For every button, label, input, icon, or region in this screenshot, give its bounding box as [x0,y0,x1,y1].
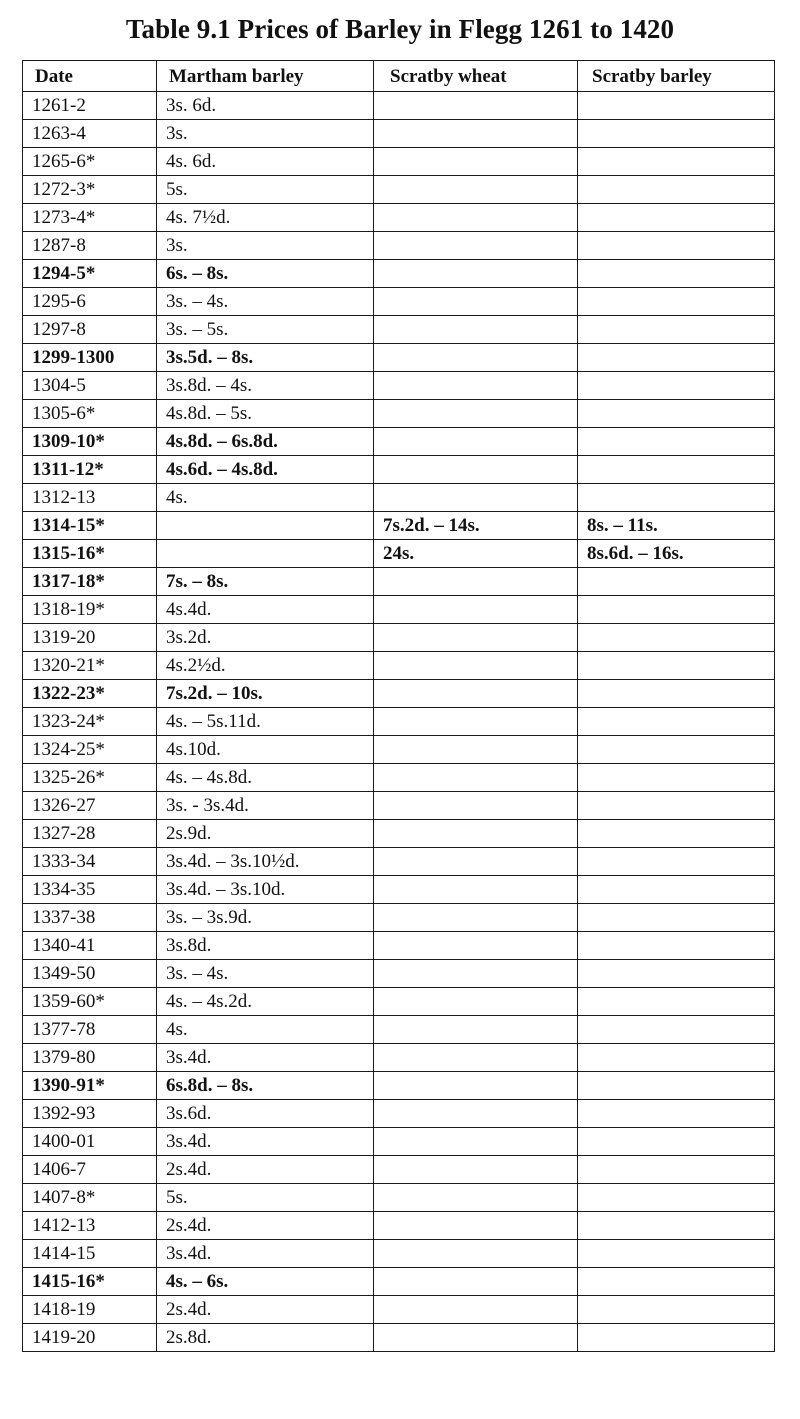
cell-date: 1340-41 [23,932,157,960]
cell-martham-barley: 5s. [157,1184,374,1212]
cell-martham-barley: 4s. – 6s. [157,1268,374,1296]
cell-scratby-barley [578,568,775,596]
cell-martham-barley: 3s.4d. – 3s.10½d. [157,848,374,876]
cell-martham-barley: 4s.6d. – 4s.8d. [157,456,374,484]
cell-scratby-wheat [374,1212,578,1240]
table-row [23,1100,775,1128]
cell-date: 1379-80 [23,1044,157,1072]
cell-date: 1390-91* [23,1072,157,1100]
cell-scratby-barley [578,372,775,400]
cell-scratby-wheat [374,848,578,876]
cell-scratby-barley [578,288,775,316]
cell-scratby-wheat [374,148,578,176]
cell-scratby-barley [578,1296,775,1324]
cell-martham-barley: 2s.4d. [157,1212,374,1240]
cell-date: 1414-15 [23,1240,157,1268]
cell-scratby-barley [578,792,775,820]
cell-scratby-wheat: 7s.2d. – 14s. [374,512,578,540]
cell-date: 1324-25* [23,736,157,764]
cell-scratby-barley [578,1212,775,1240]
cell-scratby-wheat: 24s. [374,540,578,568]
cell-date: 1305-6* [23,400,157,428]
cell-scratby-wheat [374,652,578,680]
cell-scratby-barley [578,204,775,232]
cell-scratby-barley [578,232,775,260]
table-row [23,1072,775,1100]
cell-scratby-barley [578,148,775,176]
cell-scratby-barley [578,400,775,428]
table-row [23,428,775,456]
cell-martham-barley: 3s.5d. – 8s. [157,344,374,372]
cell-martham-barley: 4s.4d. [157,596,374,624]
cell-scratby-wheat [374,568,578,596]
table-row [23,400,775,428]
cell-scratby-wheat [374,1044,578,1072]
cell-martham-barley: 2s.4d. [157,1296,374,1324]
cell-date: 1295-6 [23,288,157,316]
cell-scratby-barley [578,708,775,736]
cell-scratby-wheat [374,456,578,484]
cell-scratby-barley [578,176,775,204]
cell-scratby-barley [578,764,775,792]
cell-scratby-wheat [374,960,578,988]
cell-date: 1349-50 [23,960,157,988]
table-row [23,848,775,876]
cell-date: 1359-60* [23,988,157,1016]
table-row [23,792,775,820]
table-row [23,1268,775,1296]
cell-date: 1377-78 [23,1016,157,1044]
cell-scratby-wheat [374,1072,578,1100]
cell-martham-barley: 4s. 6d. [157,148,374,176]
cell-scratby-wheat [374,820,578,848]
cell-scratby-barley [578,1044,775,1072]
cell-martham-barley: 4s.8d. – 6s.8d. [157,428,374,456]
cell-martham-barley: 3s.4d. – 3s.10d. [157,876,374,904]
cell-date: 1314-15* [23,512,157,540]
cell-scratby-wheat [374,428,578,456]
table-row [23,1016,775,1044]
cell-scratby-barley [578,344,775,372]
cell-date: 1273-4* [23,204,157,232]
cell-date: 1265-6* [23,148,157,176]
cell-date: 1294-5* [23,260,157,288]
cell-martham-barley: 7s.2d. – 10s. [157,680,374,708]
cell-martham-barley: 3s.8d. – 4s. [157,372,374,400]
table-row [23,260,775,288]
cell-scratby-barley: 8s. – 11s. [578,512,775,540]
table-row [23,372,775,400]
cell-martham-barley: 4s. – 5s.11d. [157,708,374,736]
cell-scratby-wheat [374,400,578,428]
table-row [23,736,775,764]
cell-scratby-barley [578,1072,775,1100]
header-row [23,61,775,92]
cell-martham-barley: 3s.4d. [157,1240,374,1268]
cell-date: 1407-8* [23,1184,157,1212]
cell-scratby-wheat [374,1184,578,1212]
table-row [23,512,775,540]
cell-scratby-barley [578,92,775,120]
cell-date: 1415-16* [23,1268,157,1296]
cell-scratby-barley [578,456,775,484]
cell-martham-barley [157,540,374,568]
cell-date: 1317-18* [23,568,157,596]
cell-scratby-wheat [374,260,578,288]
cell-date: 1327-28 [23,820,157,848]
table-row [23,456,775,484]
table-row [23,540,775,568]
cell-scratby-barley [578,904,775,932]
table-row [23,148,775,176]
cell-scratby-wheat [374,484,578,512]
cell-martham-barley: 3s. 6d. [157,92,374,120]
cell-scratby-barley [578,1268,775,1296]
cell-martham-barley: 4s.10d. [157,736,374,764]
cell-scratby-barley [578,960,775,988]
cell-scratby-wheat [374,932,578,960]
cell-scratby-barley [578,316,775,344]
cell-martham-barley: 6s. – 8s. [157,260,374,288]
cell-scratby-barley [578,820,775,848]
table-row [23,1044,775,1072]
table-row [23,680,775,708]
cell-martham-barley: 4s.8d. – 5s. [157,400,374,428]
cell-scratby-wheat [374,764,578,792]
header-date: Date [23,61,157,92]
table-row [23,176,775,204]
cell-martham-barley: 4s. [157,1016,374,1044]
cell-scratby-barley: 8s.6d. – 16s. [578,540,775,568]
cell-date: 1334-35 [23,876,157,904]
table-row [23,316,775,344]
cell-date: 1263-4 [23,120,157,148]
table-body [23,92,775,1352]
cell-scratby-wheat [374,1268,578,1296]
cell-martham-barley: 3s. – 4s. [157,288,374,316]
cell-date: 1299-1300 [23,344,157,372]
cell-date: 1272-3* [23,176,157,204]
cell-scratby-barley [578,848,775,876]
cell-scratby-wheat [374,92,578,120]
cell-scratby-wheat [374,288,578,316]
cell-scratby-barley [578,1184,775,1212]
cell-scratby-barley [578,932,775,960]
cell-date: 1315-16* [23,540,157,568]
cell-scratby-barley [578,484,775,512]
cell-date: 1325-26* [23,764,157,792]
cell-scratby-barley [578,120,775,148]
cell-martham-barley: 6s.8d. – 8s. [157,1072,374,1100]
cell-scratby-wheat [374,372,578,400]
cell-scratby-barley [578,988,775,1016]
table-row [23,568,775,596]
cell-scratby-wheat [374,624,578,652]
header-scratby-wheat: Scratby wheat [374,61,578,92]
cell-martham-barley: 4s. – 4s.2d. [157,988,374,1016]
table-row [23,904,775,932]
table-row [23,1324,775,1352]
cell-scratby-wheat [374,1016,578,1044]
cell-date: 1323-24* [23,708,157,736]
cell-martham-barley: 4s. [157,484,374,512]
cell-date: 1312-13 [23,484,157,512]
cell-scratby-wheat [374,316,578,344]
cell-martham-barley: 3s. – 5s. [157,316,374,344]
cell-scratby-wheat [374,176,578,204]
table-row [23,1184,775,1212]
table-row [23,988,775,1016]
cell-martham-barley: 2s.9d. [157,820,374,848]
cell-date: 1304-5 [23,372,157,400]
table-title: Table 9.1 Prices of Barley in Flegg 1261 to 1420 [125,14,675,44]
cell-date: 1418-19 [23,1296,157,1324]
cell-martham-barley: 2s.8d. [157,1324,374,1352]
table-row [23,596,775,624]
table-row [23,708,775,736]
cell-martham-barley: 3s. [157,120,374,148]
cell-date: 1311-12* [23,456,157,484]
cell-scratby-barley [578,260,775,288]
cell-date: 1419-20 [23,1324,157,1352]
cell-martham-barley: 3s. – 3s.9d. [157,904,374,932]
table-row [23,764,775,792]
cell-date: 1318-19* [23,596,157,624]
cell-scratby-wheat [374,1324,578,1352]
table-header [23,61,775,92]
prices-table [22,60,775,1352]
cell-scratby-wheat [374,1296,578,1324]
cell-scratby-wheat [374,120,578,148]
cell-date: 1333-34 [23,848,157,876]
cell-martham-barley: 3s. – 4s. [157,960,374,988]
cell-date: 1297-8 [23,316,157,344]
cell-scratby-barley [578,1240,775,1268]
cell-scratby-wheat [374,1128,578,1156]
cell-scratby-barley [578,428,775,456]
table-row [23,120,775,148]
table-row [23,820,775,848]
cell-scratby-barley [578,1156,775,1184]
cell-date: 1326-27 [23,792,157,820]
table-row [23,876,775,904]
cell-scratby-wheat [374,792,578,820]
header-martham-barley: Martham barley [157,61,374,92]
table-row [23,1156,775,1184]
table-row [23,1240,775,1268]
cell-martham-barley: 4s.2½d. [157,652,374,680]
cell-martham-barley: 4s. 7½d. [157,204,374,232]
cell-martham-barley: 3s.8d. [157,932,374,960]
cell-date: 1309-10* [23,428,157,456]
cell-scratby-wheat [374,1100,578,1128]
cell-scratby-wheat [374,708,578,736]
cell-martham-barley: 5s. [157,176,374,204]
table-row [23,92,775,120]
cell-scratby-barley [578,596,775,624]
cell-martham-barley: 3s. - 3s.4d. [157,792,374,820]
cell-date: 1400-01 [23,1128,157,1156]
table-row [23,204,775,232]
cell-martham-barley: 2s.4d. [157,1156,374,1184]
cell-martham-barley: 3s.2d. [157,624,374,652]
cell-date: 1392-93 [23,1100,157,1128]
cell-scratby-barley [578,1324,775,1352]
cell-martham-barley: 3s.4d. [157,1044,374,1072]
cell-date: 1261-2 [23,92,157,120]
cell-scratby-wheat [374,204,578,232]
cell-date: 1406-7 [23,1156,157,1184]
cell-scratby-wheat [374,1156,578,1184]
cell-scratby-barley [578,1128,775,1156]
cell-date: 1337-38 [23,904,157,932]
cell-date: 1412-13 [23,1212,157,1240]
header-scratby-barley: Scratby barley [578,61,775,92]
cell-scratby-wheat [374,596,578,624]
table-row [23,932,775,960]
table-row [23,1212,775,1240]
cell-scratby-barley [578,624,775,652]
cell-scratby-barley [578,736,775,764]
cell-martham-barley: 3s.6d. [157,1100,374,1128]
table-row [23,232,775,260]
table-row [23,288,775,316]
cell-martham-barley: 7s. – 8s. [157,568,374,596]
cell-scratby-barley [578,652,775,680]
cell-scratby-wheat [374,344,578,372]
cell-scratby-wheat [374,1240,578,1268]
cell-scratby-wheat [374,876,578,904]
cell-martham-barley: 3s. [157,232,374,260]
cell-date: 1320-21* [23,652,157,680]
cell-date: 1322-23* [23,680,157,708]
cell-scratby-barley [578,876,775,904]
cell-martham-barley [157,512,374,540]
table-row [23,624,775,652]
cell-scratby-wheat [374,680,578,708]
cell-date: 1287-8 [23,232,157,260]
cell-martham-barley: 4s. – 4s.8d. [157,764,374,792]
cell-scratby-wheat [374,904,578,932]
table-row [23,1296,775,1324]
cell-scratby-barley [578,680,775,708]
table-row [23,1128,775,1156]
table-row [23,960,775,988]
cell-scratby-barley [578,1100,775,1128]
table-row [23,652,775,680]
cell-scratby-wheat [374,736,578,764]
cell-scratby-barley [578,1016,775,1044]
table-row [23,484,775,512]
table-row [23,344,775,372]
cell-martham-barley: 3s.4d. [157,1128,374,1156]
cell-date: 1319-20 [23,624,157,652]
cell-scratby-wheat [374,232,578,260]
cell-scratby-wheat [374,988,578,1016]
